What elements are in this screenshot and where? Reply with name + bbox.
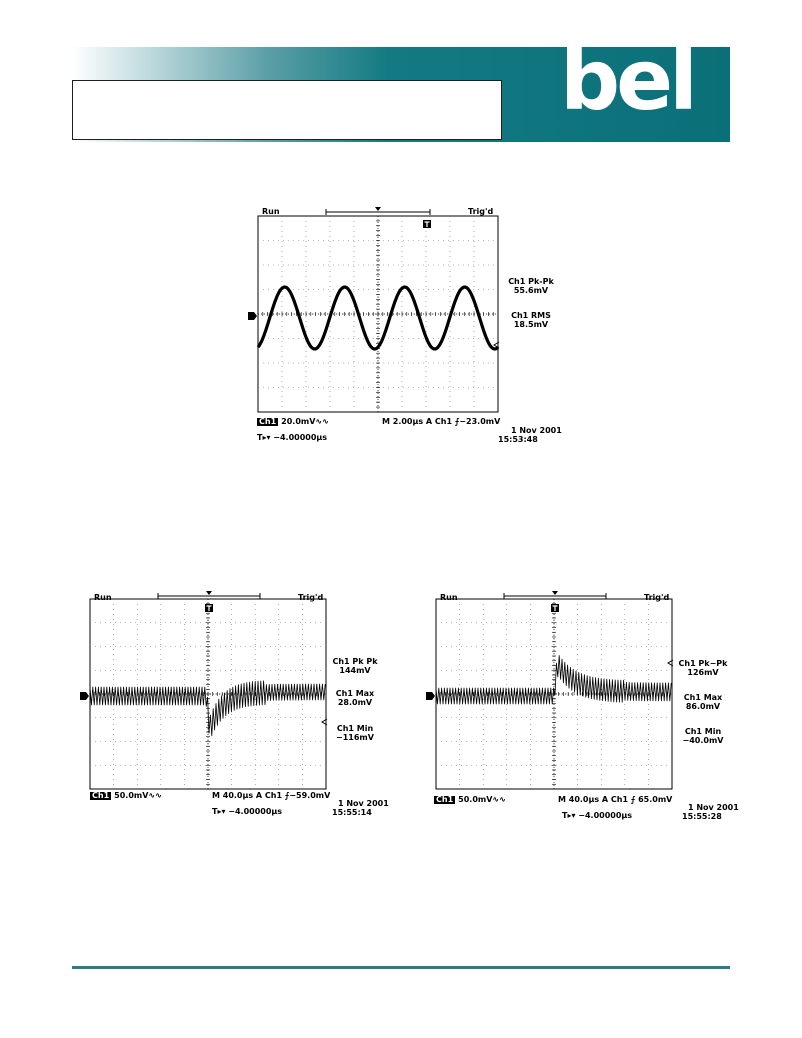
readout-label: Ch1 Max: [335, 689, 375, 698]
channel-setting: 50.0mV∿∿: [458, 795, 506, 804]
capture-date: 1 Nov 2001: [338, 799, 389, 808]
trigger-position-marker: [206, 591, 212, 595]
scope-capture-ripple: [240, 200, 570, 460]
channel-setting: 50.0mV∿∿: [114, 791, 162, 800]
readout-label: Ch1 Max: [683, 693, 723, 702]
readout-label: Ch1 RMS: [511, 311, 551, 320]
trigger-marker: [423, 220, 431, 228]
capture-time: 15:55:14: [332, 808, 372, 817]
trigger-marker: [205, 604, 213, 612]
channel-chip: Ch1: [436, 795, 454, 804]
channel-settings: [257, 418, 329, 426]
scope-status-trigd: Trig'd: [468, 207, 494, 216]
readout-label: Ch1 Pk-Pk: [508, 277, 554, 286]
bel-logo: bel: [560, 31, 694, 129]
title-box: [72, 80, 502, 140]
channel-settings: [434, 796, 506, 804]
scope-status-run: Run: [262, 207, 280, 216]
readout-label: Ch1 Pk−Pk: [678, 659, 728, 668]
capture-time: 15:55:28: [682, 812, 722, 821]
scope-status-trigd: Trig'd: [298, 593, 324, 602]
channel-settings: [90, 792, 162, 800]
readout-label: Ch1 Pk Pk: [332, 657, 378, 666]
channel-setting: 20.0mV∿∿: [281, 417, 329, 426]
timebase: M 40.0µs A Ch1 ⨍ 65.0mV: [558, 795, 673, 804]
readout-value: 55.6mV: [513, 286, 549, 295]
readout-label: Ch1 Min: [336, 724, 374, 733]
capture-date: 1 Nov 2001: [511, 426, 562, 435]
readout-label: Ch1 Min: [684, 727, 722, 736]
readout-value: −116mV: [336, 733, 374, 742]
readout-value: 28.0mV: [337, 698, 373, 707]
ground-marker: [426, 692, 435, 700]
scope-status-trigd: Trig'd: [644, 593, 670, 602]
trigger-offset: T▸▾ −4.00000µs: [212, 807, 283, 816]
readout-value: 18.5mV: [513, 320, 549, 329]
timebase: M 2.00µs A Ch1 ⨍−23.0mV: [382, 417, 501, 426]
capture-time: 15:53:48: [498, 435, 538, 444]
channel-chip: Ch1: [92, 791, 110, 800]
capture-date: 1 Nov 2001: [688, 803, 739, 812]
trigger-offset: T▸▾ −4.00000µs: [562, 811, 633, 820]
ground-marker: [248, 312, 257, 320]
readout-value: −40.0mV: [682, 736, 724, 745]
scope-capture-undershoot: [72, 586, 402, 826]
readout-value: 126mV: [687, 668, 719, 677]
footer-rule: [72, 966, 730, 969]
readout-value: 86.0mV: [685, 702, 721, 711]
channel-chip: Ch1: [259, 417, 277, 426]
trigger-offset: T▸▾ −4.00000µs: [257, 433, 328, 442]
trigger-position-marker: [552, 591, 558, 595]
scope-status-run: Run: [440, 593, 458, 602]
scope-capture-overshoot: [418, 586, 748, 826]
trigger-marker: [551, 604, 559, 612]
trigger-position-marker: [375, 207, 381, 211]
scope-status-run: Run: [94, 593, 112, 602]
ground-marker: [80, 692, 89, 700]
readout-value: 144mV: [339, 666, 371, 675]
timebase: M 40.0µs A Ch1 ⨍−59.0mV: [212, 791, 331, 800]
